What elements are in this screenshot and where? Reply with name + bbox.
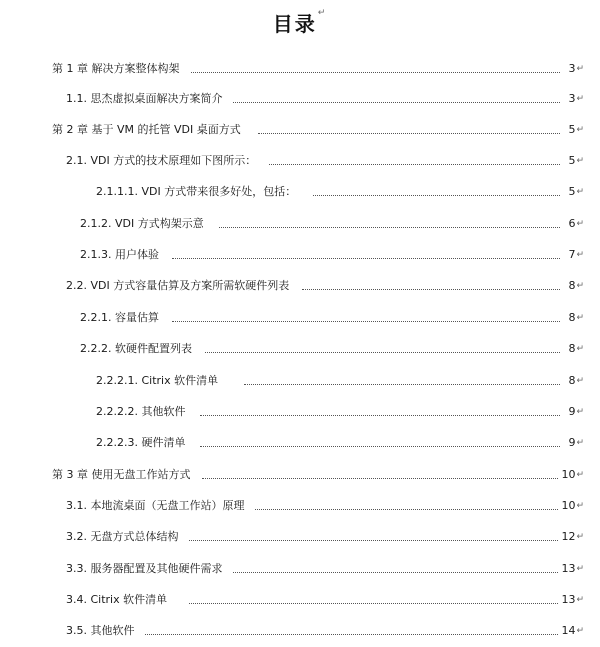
paragraph-mark-icon: ↵ [576,470,584,480]
toc-entry[interactable] [0,246,600,264]
toc-entry-page-number [566,215,584,233]
dot-leader [172,321,560,322]
paragraph-mark-icon: ↵ [576,125,584,135]
dot-leader [219,227,560,228]
toc-entry-label: 3.2. 无盘方式总体结构 [66,528,181,546]
toc-entry-label: 3.3. 服务器配置及其他硬件需求 [66,560,225,578]
toc-title [0,8,600,37]
paragraph-mark-icon: ↵ [317,8,328,18]
paragraph-mark-icon: ↵ [576,94,584,104]
page-number-text: 8 [568,279,576,292]
dot-leader [202,478,560,479]
toc-title-text: 目录 [272,12,317,36]
toc-entry[interactable] [0,403,600,421]
toc-entry-label: 2.2.2.3. 硬件清单 [96,434,187,452]
page-number-text: 5 [568,123,576,136]
toc-entry[interactable] [0,183,600,201]
page-number-text: 14 [561,624,576,637]
dot-leader [172,258,560,259]
toc-entry-page-number [559,591,584,609]
toc-entry-page-number [566,90,584,108]
toc-entry-label: 3.4. Citrix 软件清单 [66,591,169,609]
toc-entry[interactable] [0,340,600,358]
paragraph-mark-icon: ↵ [576,438,584,448]
toc-entry-page-number [559,560,584,578]
paragraph-mark-icon: ↵ [576,501,584,511]
toc-entry-label: 2.2.2.2. 其他软件 [96,403,187,421]
toc-entry-page-number [559,528,584,546]
toc-entry[interactable] [0,497,600,515]
toc-entry-page-number [566,183,584,201]
toc-entry[interactable] [0,309,600,327]
toc-entry-label: 2.2.2.1. Citrix 软件清单 [96,372,220,390]
toc-entry-page-number [559,497,584,515]
toc-entry-page-number [566,246,584,264]
toc-entry-page-number [559,466,584,484]
toc-entry[interactable] [0,622,600,640]
toc-entry-page-number [566,121,584,139]
dot-leader [189,540,560,541]
toc-entry-page-number [566,340,584,358]
page-number-text: 5 [568,154,576,167]
toc-entry-label: 2.1.3. 用户体验 [80,246,161,264]
dot-leader [200,446,560,447]
toc-entry-label: 2.2. VDI 方式容量估算及方案所需软硬件列表 [66,277,291,295]
page-number-text: 13 [561,562,576,575]
page-number-text: 10 [561,468,576,481]
toc-entry-label: 1.1. 思杰虚拟桌面解决方案简介 [66,90,225,108]
toc-entry-page-number [566,60,584,78]
page-number-text: 3 [568,92,576,105]
dot-leader [233,102,560,103]
page-number-text: 9 [568,405,576,418]
toc-entry-label: 第 1 章 解决方案整体构架 [52,60,182,78]
toc-entry-page-number [566,403,584,421]
dot-leader [258,133,560,134]
paragraph-mark-icon: ↵ [576,532,584,542]
toc-entry[interactable] [0,372,600,390]
paragraph-mark-icon: ↵ [576,281,584,291]
paragraph-mark-icon: ↵ [576,564,584,574]
page-number-text: 13 [561,593,576,606]
toc-entry-label: 第 3 章 使用无盘工作站方式 [52,466,193,484]
paragraph-mark-icon: ↵ [576,407,584,417]
page-number-text: 7 [568,248,576,261]
paragraph-mark-icon: ↵ [576,344,584,354]
page-number-text: 8 [568,374,576,387]
dot-leader [302,289,560,290]
dot-leader [145,634,560,635]
dot-leader [205,352,560,353]
paragraph-mark-icon: ↵ [576,250,584,260]
toc-entry-label: 3.5. 其他软件 [66,622,137,640]
dot-leader [269,164,560,165]
toc-entry[interactable] [0,591,600,609]
page-number-text: 8 [568,311,576,324]
toc-entry[interactable] [0,528,600,546]
toc-entry[interactable] [0,277,600,295]
page-number-text: 3 [568,62,576,75]
paragraph-mark-icon: ↵ [576,187,584,197]
toc-entry-label: 2.1. VDI 方式的技术原理如下图所示： [66,152,258,170]
toc-entry[interactable] [0,560,600,578]
toc-entry[interactable] [0,121,600,139]
toc-entry[interactable] [0,152,600,170]
toc-entry-label: 2.1.1.1. VDI 方式带来很多好处，包括： [96,183,298,201]
page-number-text: 6 [568,217,576,230]
toc-entry-page-number [566,372,584,390]
toc-entry-page-number [566,277,584,295]
dot-leader [191,72,560,73]
paragraph-mark-icon: ↵ [576,626,584,636]
toc-entry-page-number [566,152,584,170]
page-number-text: 9 [568,436,576,449]
dot-leader [200,415,560,416]
toc-entry-label: 2.2.1. 容量估算 [80,309,161,327]
dot-leader [233,572,560,573]
toc-entry-label: 第 2 章 基于 VM 的托管 VDI 桌面方式 [52,121,243,139]
paragraph-mark-icon: ↵ [576,64,584,74]
dot-leader [189,603,560,604]
dot-leader [313,195,560,196]
toc-entry[interactable] [0,434,600,452]
toc-entry[interactable] [0,60,600,78]
paragraph-mark-icon: ↵ [576,313,584,323]
toc-entry-label: 2.1.2. VDI 方式构架示意 [80,215,206,233]
paragraph-mark-icon: ↵ [576,156,584,166]
toc-entry[interactable] [0,466,600,484]
toc-entry-page-number [566,309,584,327]
dot-leader [255,509,560,510]
toc-entry-page-number [559,622,584,640]
page-number-text: 12 [561,530,576,543]
dot-leader [244,384,560,385]
toc-entry[interactable] [0,90,600,108]
toc-entry-page-number [566,434,584,452]
toc-entry-label: 3.1. 本地流桌面（无盘工作站）原理 [66,497,247,515]
paragraph-mark-icon: ↵ [576,595,584,605]
page-number-text: 5 [568,185,576,198]
paragraph-mark-icon: ↵ [576,376,584,386]
paragraph-mark-icon: ↵ [576,219,584,229]
page-number-text: 8 [568,342,576,355]
page-number-text: 10 [561,499,576,512]
toc-entry[interactable] [0,215,600,233]
toc-entry-label: 2.2.2. 软硬件配置列表 [80,340,194,358]
